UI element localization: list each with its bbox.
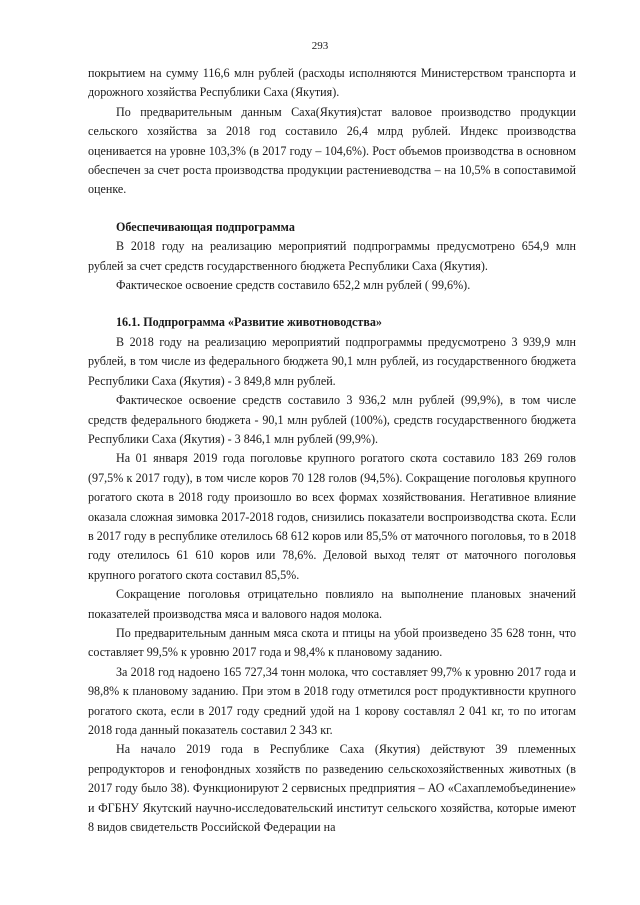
paragraph: В 2018 году на реализацию мероприятий подпрограммы предусмотрено 654,9 млн рублей за счет средств государственного бюджета Республики Саха (Якутия). (88, 239, 576, 273)
section-heading-livestock: 16.1. Подпрограмма «Развитие животноводства» (116, 315, 382, 330)
document-body (88, 64, 576, 837)
paragraph: покрытием на сумму 116,6 млн рублей (расходы исполняются Министерством транспорта и дорожного хозяйства Республики Саха (Якутия). (88, 66, 576, 100)
paragraph: По предварительным данным мяса скота и птицы на убой произведено 35 628 тонн, что составляет 99,5% к уровню 2017 года и 98,4% к плановому заданию. (88, 625, 576, 660)
paragraph: По предварительным данным Саха(Якутия)стат валовое производство продукции сельского хозяйства за 2018 год составило 26,4 млрд рублей. Индекс производства оценивается на уровне 103,3% (в 2017 году – 104,6%). Рост объемов производства в основном обеспечен за счет роста производства продукции растениеводства – на 10,5% в сопоставимой оценке. (88, 104, 576, 197)
paragraph: Фактическое освоение средств составило 3 936,2 млн рублей (99,9%), в том числе средств федерального бюджета - 90,1 млн рублей (100%), средств государственного бюджета Республики Саха (Якутия) - 3 846,1 млн рублей (99,9%). (88, 393, 576, 446)
page-number: 293 (311, 40, 329, 52)
paragraph: Фактическое освоение средств составило 652,2 млн рублей ( 99,6%). (116, 278, 471, 293)
paragraph: На 01 января 2019 года поголовье крупного рогатого скота составило 183 269 голов (97,5% к 2017 году), в том числе коров 70 128 голов (94,5%). Сокращение поголовья крупного рогатого скота в 2018 году произошло во всех формах хозяйствования. Негативное влияние оказала сложная зимовка 2017-2018 годов, снизились показатели воспроизводства скота. Если в 2017 году в республике отелилось 68 612 коров или 85,5% от маточного поголовья, то в 2018 году отелилось 61 610 коров или 78,6%. Деловой выход телят от маточного поголовья крупного рогатого скота составил 85,5%. (88, 451, 576, 582)
paragraph: За 2018 год надоено 165 727,34 тонн молока, что составляет 99,7% к уровню 2017 года и 98,8% к плановому заданию. При этом в 2018 году отметился рост продуктивности крупного рогатого скота, если в 2017 году средний удой на 1 корову составлял 2 041 кг, то по итогам 2018 года данный показатель составил 2 343 кг. (88, 664, 576, 737)
paragraph: На начало 2019 года в Республике Саха (Якутия) действуют 39 племенных репродукторов и генофондных хозяйств по разведению сельскохозяйственных животных (в 2017 году было 38). Функционируют 2 сервисных предприятия – АО «Сахаплемобъединение» и ФГБНУ Якутский научно-исследовательский институт сельского хозяйства, которые имеют 8 видов свидетельств Российской Федерации на (88, 742, 576, 835)
section-heading-support: Обеспечивающая подпрограмма (116, 219, 295, 234)
paragraph: Сокращение поголовья отрицательно повлияло на выполнение плановых значений показателей производства мяса и валового надоя молока. (88, 587, 576, 621)
paragraph: В 2018 году на реализацию мероприятий подпрограммы предусмотрено 3 939,9 млн рублей, в том числе из федерального бюджета 90,1 млн рублей, из государственного бюджета Республики Саха (Якутия) - 3 849,8 млн рублей. (88, 334, 576, 388)
